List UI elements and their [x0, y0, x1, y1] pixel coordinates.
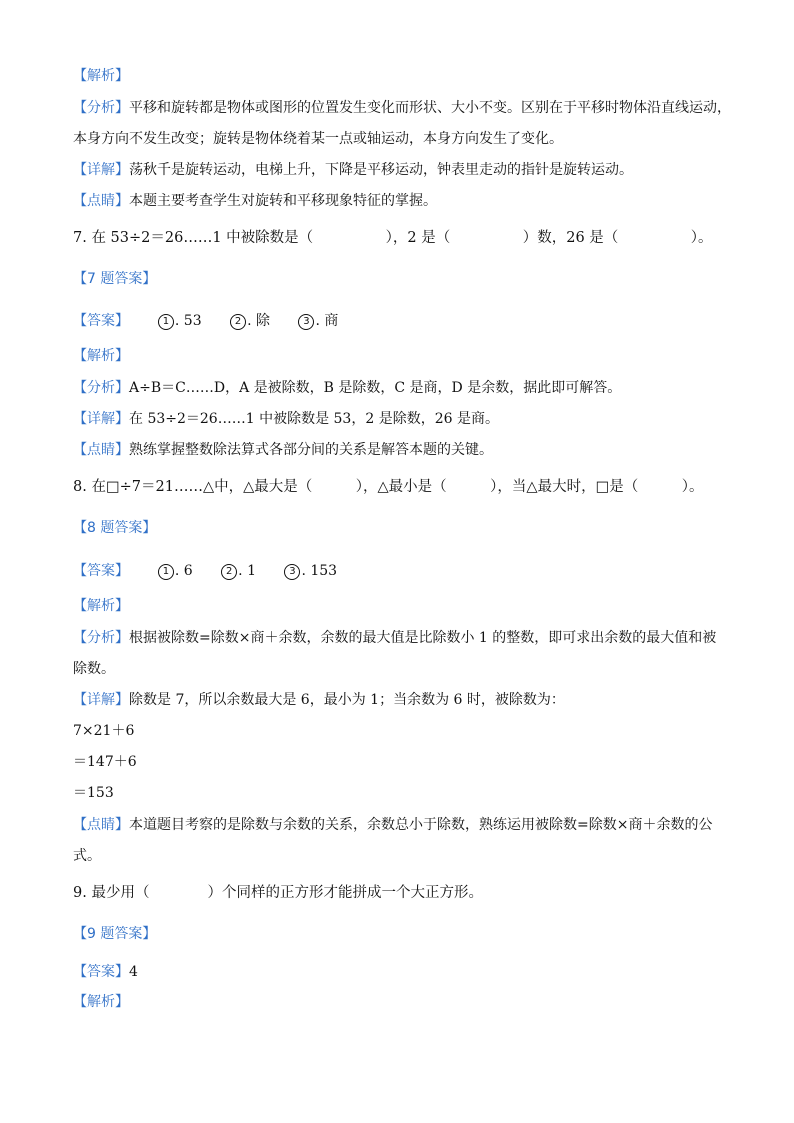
answer-header-9: 【9 题答案】	[73, 926, 157, 942]
analysis-heading: 【解析】	[73, 994, 129, 1010]
comment-text: 【点睛】本题主要考查学生对旋转和平移现象特征的掌握。	[73, 193, 437, 209]
comment-text-line-1: 【点睛】本道题目考察的是除数与余数的关系，余数总小于除数，熟练运用被除数=除数×商＋余数的公	[73, 817, 713, 833]
analysis-text-line-2: 本身方向不发生改变；旋转是物体绕着某一点或轴运动，本身方向发生了变化。	[73, 131, 563, 147]
comment-text: 【点睛】熟练掌握整数除法算式各部分间的关系是解答本题的关键。	[73, 442, 493, 458]
analysis-text-line-1: 【分析】根据被除数=除数×商＋余数，余数的最大值是比除数小 1 的整数，即可求出余数的最大值和被	[73, 630, 717, 646]
analysis-text-line-2: 除数。	[73, 661, 115, 677]
answer-7: 【答案】 1 . 53 2 . 除 3 . 商	[73, 313, 339, 329]
answer-header-7: 【7 题答案】	[73, 271, 157, 287]
calc-line-1: 7×21＋6	[73, 723, 135, 739]
answer-9: 【答案】4	[73, 964, 138, 980]
answer-item: 2 . 1	[221, 561, 256, 581]
question-7: 7. 在 53÷2＝26……1 中被除数是（ ），2 是（ ）数，26 是（ ）。	[73, 230, 713, 246]
question-8: 8. 在□÷7＝21……△中，△最大是（ ），△最小是（ ），当△最大时，□是（ ）。	[73, 479, 704, 495]
answer-item: 2 . 除	[230, 311, 270, 331]
comment-text-line-2: 式。	[73, 848, 101, 864]
detail-text: 【详解】荡秋千是旋转运动，电梯上升，下降是平移运动，钟表里走动的指针是旋转运动。	[73, 162, 633, 178]
answer-item: 3 . 商	[298, 311, 338, 331]
analysis-heading: 【解析】	[73, 68, 129, 84]
answer-header-8: 【8 题答案】	[73, 520, 157, 536]
answer-8: 【答案】 1 . 6 2 . 1 3 . 153	[73, 563, 338, 579]
detail-text: 【详解】在 53÷2＝26……1 中被除数是 53，2 是除数，26 是商。	[73, 411, 499, 427]
answer-item: 1 . 6	[158, 561, 193, 581]
analysis-heading: 【解析】	[73, 598, 129, 614]
analysis-text: 【分析】A÷B＝C……D，A 是被除数，B 是除数，C 是商，D 是余数，据此即可解答。	[73, 380, 622, 396]
detail-text: 【详解】除数是 7，所以余数最大是 6，最小为 1；当余数为 6 时，被除数为：	[73, 692, 565, 708]
calc-line-3: ＝153	[73, 785, 114, 801]
answer-item: 3 . 153	[284, 561, 337, 581]
analysis-heading: 【解析】	[73, 348, 129, 364]
analysis-text-line-1: 【分析】平移和旋转都是物体或图形的位置发生变化而形状、大小不变。区别在于平移时物体沿直线运动，	[73, 100, 731, 116]
question-9: 9. 最少用（ ）个同样的正方形才能拼成一个大正方形。	[73, 885, 483, 901]
answer-item: 1 . 53	[158, 311, 202, 331]
calc-line-2: ＝147＋6	[73, 754, 137, 770]
